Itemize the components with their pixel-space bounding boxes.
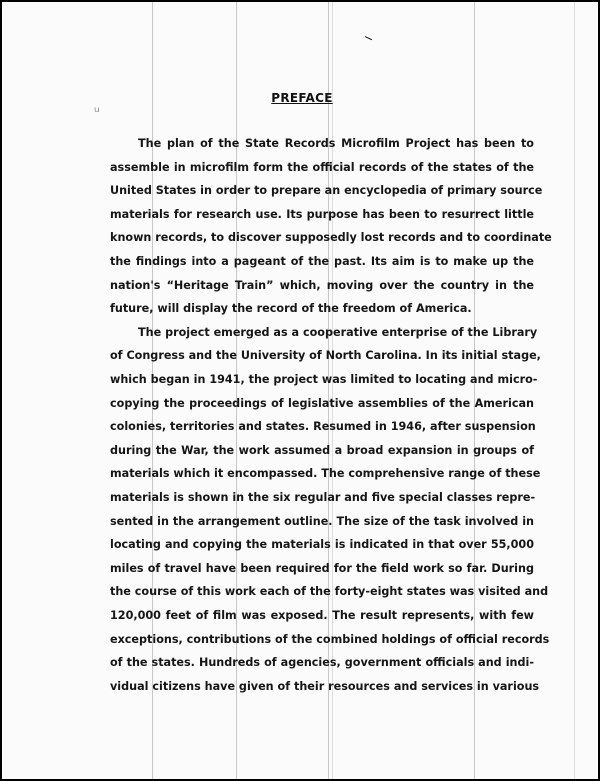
text-line: miles of travel have been required for the field work so far. During bbox=[110, 561, 534, 575]
page-title: PREFACE bbox=[271, 91, 333, 105]
text-line: which began in 1941, the project was limited to locating and micro- bbox=[110, 373, 538, 386]
text-line: future, will display the record of the freedom of America. bbox=[110, 302, 472, 316]
text-line: The plan of the State Records Microfilm Project has been to bbox=[138, 137, 534, 150]
text-line: materials is shown in the six regular and five special classes repre- bbox=[110, 491, 536, 504]
text-line: The project emerged as a cooperative enterprise of the Library bbox=[138, 325, 538, 339]
text-line: assemble in microfilm form the official records of the states of the bbox=[110, 160, 534, 174]
text-line: locating and copying the materials is indicated in that over 55,000 bbox=[110, 538, 534, 552]
text-line: the findings into a pageant of the past. Its aim is to make up the bbox=[110, 255, 534, 268]
scan-speck: ‒ bbox=[361, 28, 376, 48]
text-line: materials which it encompassed. The comprehensive range of these bbox=[110, 467, 541, 481]
text-line: materials for research use. Its purpose has been to resurrect little bbox=[110, 207, 534, 221]
text-line: 120,000 feet of film was exposed. The result represents, with few bbox=[110, 609, 534, 622]
text-line: vidual citizens have given of their resources and services in various bbox=[110, 679, 540, 693]
text-line: during the War, the work assumed a broad expansion in groups of bbox=[110, 443, 534, 457]
text-line: of Congress and the University of North Carolina. In its initial stage, bbox=[110, 349, 541, 363]
text-line: exceptions, contributions of the combined holdings of official records bbox=[110, 632, 550, 646]
text-line: nation's “Heritage Train” which, moving over the country in the bbox=[110, 278, 534, 292]
scan-speck: ᵤ bbox=[94, 100, 100, 116]
scan-artifact-line bbox=[574, 2, 575, 779]
text-line: copying the proceedings of legislative assemblies of the American bbox=[110, 396, 534, 410]
text-line: sented in the arrangement outline. The size of the task involved in bbox=[110, 514, 534, 528]
text-line: known records, to discover supposedly lost records and to coordinate bbox=[110, 231, 552, 245]
scanned-document-page bbox=[2, 2, 598, 779]
text-line: colonies, territories and states. Resumed in 1946, after suspension bbox=[110, 420, 536, 434]
text-line: the course of this work each of the forty-eight states was visited and bbox=[110, 585, 549, 599]
text-line: of the states. Hundreds of agencies, government officials and indi- bbox=[110, 656, 534, 670]
text-line: United States in order to prepare an encyclopedia of primary source bbox=[110, 184, 543, 198]
